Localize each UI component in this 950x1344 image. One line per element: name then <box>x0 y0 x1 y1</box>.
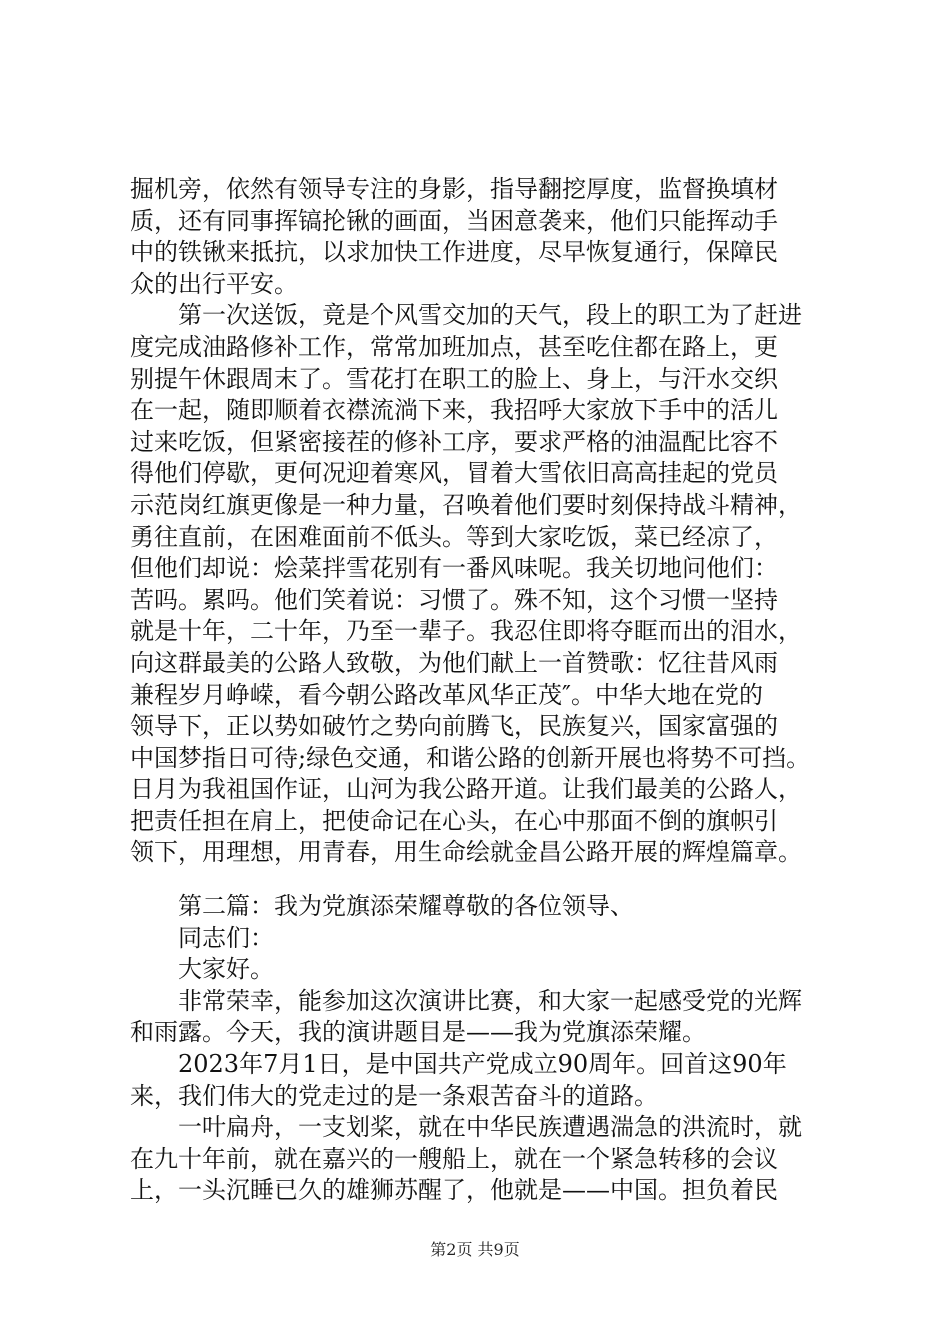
text-line: 就是十年，二十年，乃至一辈子。我忍住即将夺眶而出的泪水， <box>130 617 802 646</box>
text-line: 苦吗。累吗。他们笑着说：习惯了。殊不知，这个习惯一坚持 <box>130 585 778 614</box>
text-line: 得他们停歇，更何况迎着寒风，冒着大雪依旧高高挂起的党员 <box>130 459 778 488</box>
text-line: 把责任担在肩上，把使命记在心头，在心中那面不倒的旗帜引 <box>130 806 778 835</box>
paragraph-start-line: 2023年7月1日，是中国共产党成立90周年。回首这90年 <box>178 1050 787 1079</box>
text-line: 和雨露。今天，我的演讲题目是——我为党旗添荣耀。 <box>130 1018 706 1047</box>
salutation: 同志们： <box>178 923 274 952</box>
text-line: 勇往直前，在困难面前不低头。等到大家吃饭，菜已经凉了， <box>130 522 778 551</box>
paragraph-start-line: 一叶扁舟，一支划桨，就在中华民族遭遇湍急的洪流时，就 <box>178 1113 802 1142</box>
text-line: 度完成油路修补工作，常常加班加点，甚至吃住都在路上，更 <box>130 332 778 361</box>
text-line: 示范岗红旗更像是一种力量，召唤着他们要时刻保持战斗精神， <box>130 490 802 519</box>
document-body <box>130 174 822 1207</box>
text-line: 但他们却说：烩菜拌雪花别有一番风味呢。我关切地问他们： <box>130 554 778 583</box>
text-line: 中的铁锹来抵抗，以求加快工作进度，尽早恢复通行，保障民 <box>130 238 778 267</box>
section-gap <box>130 869 822 891</box>
text-line: 别提午休跟周末了。雪花打在职工的脸上、身上，与汗水交织 <box>130 364 778 393</box>
text-line: 掘机旁，依然有领导专注的身影，指导翻挖厚度，监督换填材 <box>130 175 778 203</box>
text-line: 上，一头沉睡已久的雄狮苏醒了，他就是——中国。担负着民 <box>130 1176 778 1205</box>
text-line: 质，还有同事挥镐抡锹的画面，当困意袭来，他们只能挥动手 <box>130 206 778 235</box>
text-line: 过来吃饭，但紧密接茬的修补工序，要求严格的油温配比容不 <box>130 427 778 456</box>
text-line: 来，我们伟大的党走过的是一条艰苦奋斗的道路。 <box>130 1081 658 1110</box>
paragraph-start-line: 第一次送饭，竟是个风雪交加的天气，段上的职工为了赶进 <box>178 301 802 330</box>
paragraph-start-line: 非常荣幸，能参加这次演讲比赛，和大家一起感受党的光辉 <box>178 986 802 1015</box>
text-line: 领导下，正以势如破竹之势向前腾飞，民族复兴，国家富强的 <box>130 712 778 741</box>
text-line: 领下，用理想，用青春，用生命绘就金昌公路开展的辉煌篇章。 <box>130 838 802 867</box>
text-line: 中国梦指日可待;绿色交通，和谐公路的创新开展也将势不可挡。 <box>130 743 811 772</box>
greeting: 大家好。 <box>178 955 274 984</box>
text-line: 众的出行平安。 <box>130 269 298 298</box>
text-line: 在一起，随即顺着衣襟流淌下来，我招呼大家放下手中的活儿 <box>130 396 778 425</box>
text-line: 向这群最美的公路人致敬，为他们献上一首赞歌：忆往昔风雨 <box>130 648 778 677</box>
text-line: 日月为我祖国作证，山河为我公路开道。让我们最美的公路人， <box>130 775 802 804</box>
section-title: 第二篇：我为党旗添荣耀尊敬的各位领导、 <box>178 892 634 921</box>
text-line: 在九十年前，就在嘉兴的一艘船上，就在一个紧急转移的会议 <box>130 1144 778 1173</box>
text-line: 兼程岁月峥嵘，看今朝公路改革风华正茂″。中华大地在党的 <box>130 680 763 709</box>
page-number-footer: 第2页 共9页 <box>430 1240 520 1259</box>
